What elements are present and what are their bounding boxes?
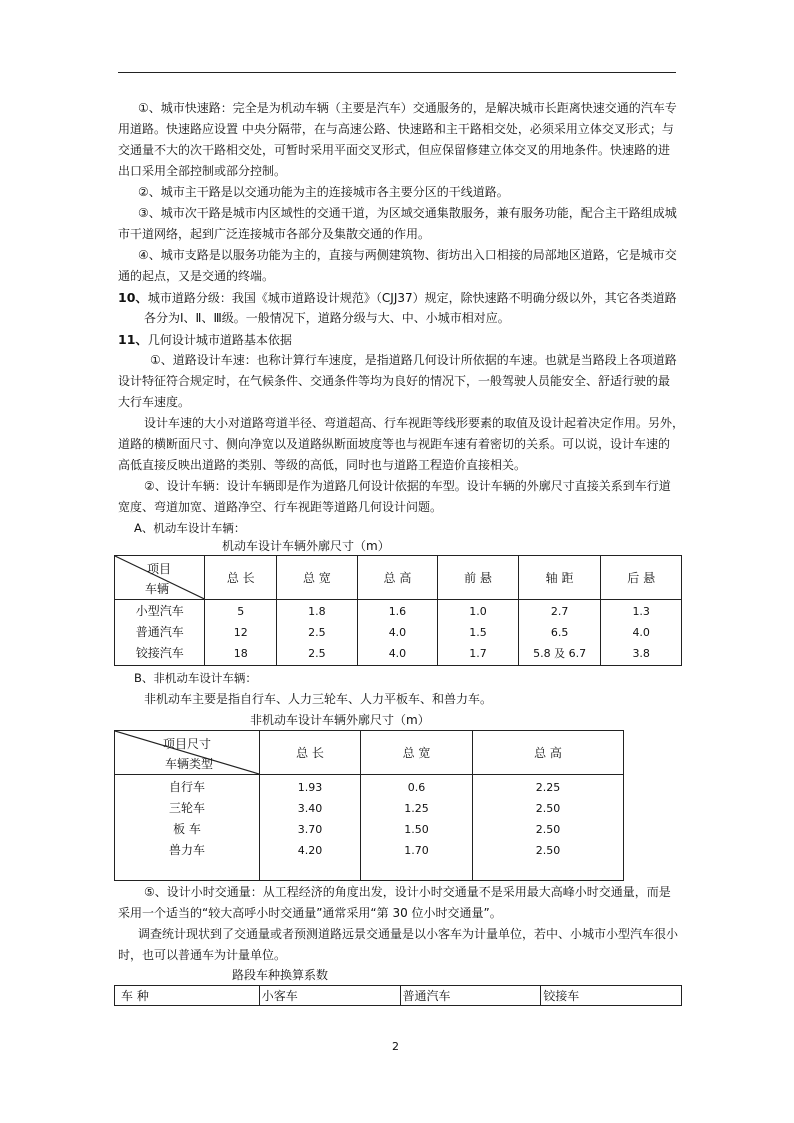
item11-number: 11、 <box>118 332 148 347</box>
design-vehicle-line1: ②、设计车辆：设计车辆即是作为道路几何设计依据的车型。设计车辆的外廓尺寸直接关系到车行道 <box>144 479 671 493</box>
table-cell: 4.0 <box>632 626 650 639</box>
table-row-label: 自行车 <box>168 780 205 794</box>
speed-effect-line1: 设计车速的大小对道路弯道半径、弯道超高、行车视距等线形要素的取值及设计起着决定作用。另外， <box>144 416 685 430</box>
table2-col-width: 总 宽 <box>361 731 473 775</box>
table-cell: 3.40 <box>297 802 323 815</box>
table3-header-regular-car: 普通汽车 <box>400 986 541 1006</box>
para-branch-line1: ④、城市支路是以服务功能为主的，直接与两侧建筑物、街坊出入口相接的局部地区道路，它是城市交 <box>138 248 677 262</box>
speed-effect-line3: 高低直接反映出道路的类别、等级的高低，同时也与道路工程造价直接相关。 <box>118 458 527 472</box>
page-number: 2 <box>392 1040 399 1053</box>
design-hourly-volume-line2: 采用一个适当的“较大高呼小时交通量”通常采用“第 30 位小时交通量”。 <box>118 906 502 920</box>
para-expressway-line2: 用道路。快速路应设置 中央分隔带，在与高速公路、快速路和主干路相交处，必须采用立体交叉形式；与 <box>118 122 674 136</box>
table-cell: 3.8 <box>632 647 650 660</box>
table2-caption: 非机动车设计车辆外廓尺寸（m） <box>250 713 430 727</box>
table-cell: 2.25 <box>535 781 561 794</box>
table-cell: 2.50 <box>535 823 561 836</box>
table-cell: 0.6 <box>407 781 426 794</box>
table-cell: 1.50 <box>404 823 429 836</box>
para-secondary-line2: 市干道网络，起到广泛连接城市各部分及集散交通的作用。 <box>118 227 431 241</box>
table1-wheelbase-values <box>518 600 601 666</box>
table-cell: 2.50 <box>535 844 561 857</box>
table-row-label: 板 车 <box>173 822 201 836</box>
table2-vehicle-names <box>115 775 260 881</box>
table-cell: 4.0 <box>388 626 407 639</box>
table-cell: 1.6 <box>388 605 407 618</box>
table1-width-values <box>277 600 358 666</box>
table-cell: 1.93 <box>297 781 323 794</box>
table1-vehicle-names <box>115 600 205 666</box>
table2-col-length: 总 长 <box>260 731 361 775</box>
section-a-heading: A、机动车设计车辆： <box>134 521 246 535</box>
para-expressway-line3: 交通量不大的次干路相交处，可暂时采用平面交叉形式，但应保留修建立体交叉的用地条件。快速路的进 <box>118 143 671 157</box>
para-arterial: ②、城市主干路是以交通功能为主的连接城市各主要分区的干线道路。 <box>138 185 509 199</box>
table1-diagonal-header <box>115 556 205 600</box>
table1-diag-bottom: 车辆 <box>145 582 170 596</box>
table2-diag-bottom: 车辆类型 <box>165 757 214 771</box>
table-cell: 2.50 <box>535 802 561 815</box>
table-row-label: 兽力车 <box>168 843 205 857</box>
para-branch-line2: 通的起点，又是交通的终端。 <box>118 269 275 283</box>
table2-diag-top: 项目尺寸 <box>163 737 212 751</box>
design-vehicle-line2: 宽度、弯道加宽、道路净空、行车视距等道路几何设计问题。 <box>118 500 443 514</box>
header-rule <box>118 72 676 73</box>
design-hourly-volume-line1: ⑤、设计小时交通量：从工程经济的角度出发，设计小时交通量不是采用最大高峰小时交通量，而是 <box>144 885 671 899</box>
non-motor-vehicle-table <box>114 730 624 881</box>
table-cell: 2.5 <box>308 647 326 660</box>
table2-width-values <box>361 775 473 881</box>
table2-diagonal-header <box>115 731 260 775</box>
table1-col-front-overhang: 前 悬 <box>438 556 519 600</box>
table3-caption: 路段车种换算系数 <box>232 968 329 982</box>
table-cell: 5 <box>237 605 245 618</box>
table1-caption: 机动车设计车辆外廓尺寸（m） <box>222 539 390 553</box>
conversion-factor-table <box>114 985 682 1006</box>
table-cell: 2.5 <box>308 626 326 639</box>
table-cell: 4.0 <box>388 647 407 660</box>
table-cell: 5.8 及 6.7 <box>533 647 587 660</box>
table-cell: 1.0 <box>469 605 487 618</box>
design-speed-line2: 设计特征符合规定时，在气候条件、交通条件等均为良好的情况下，一般驾驶人员能安全、舒适行驶的最 <box>118 374 671 388</box>
table-row-label: 普通汽车 <box>135 625 184 639</box>
section-b-text: 非机动车主要是指自行车、人力三轮车、人力平板车、和兽力车。 <box>144 692 493 706</box>
para-expressway-line1: ①、城市快速路：完全是为机动车辆（主要是汽车）交通服务的，是解决城市长距离快速交通的汽车专 <box>138 101 677 115</box>
table1-length-values <box>205 600 277 666</box>
item10-line2: 各分为Ⅰ、Ⅱ、Ⅲ级。一般情况下，道路分级与大、中、小城市相对应。 <box>144 311 510 325</box>
table2-length-values <box>260 775 361 881</box>
table-cell: 1.25 <box>404 802 429 815</box>
item11-heading <box>118 329 292 351</box>
table-row-label: 小型汽车 <box>135 604 184 618</box>
table-cell: 3.70 <box>297 823 323 836</box>
item11-title: 几何设计城市道路基本依据 <box>147 333 292 347</box>
table-cell: 1.5 <box>469 626 487 639</box>
table1-height-values <box>357 600 438 666</box>
para-secondary-line1: ③、城市次干路是城市内区域性的交通干道，为区域交通集散服务，兼有服务功能，配合主干路组成城 <box>138 206 677 220</box>
table-row-label: 铰接汽车 <box>135 646 184 660</box>
table2-height-values <box>473 775 624 881</box>
table1-col-height: 总 高 <box>357 556 438 600</box>
item10-line1 <box>118 287 677 309</box>
item10-text: 城市道路分级：我国《城市道路设计规范》（CJJ37）规定，除快速路不明确分级以外，其它各类道路 <box>147 291 677 305</box>
survey-line2: 时，也可以普通车为计量单位。 <box>118 948 287 962</box>
design-speed-line3: 大行车速度。 <box>118 395 191 409</box>
survey-line1: 调查统计现状到了交通量或者预测道路远景交通量是以小客车为计量单位，若中、小城市小型汽车很小 <box>138 927 679 941</box>
table1-rear-overhang-values <box>601 600 682 666</box>
table2-col-height: 总 高 <box>473 731 624 775</box>
table3-header-articulated: 铰接车 <box>541 986 682 1006</box>
table-cell: 4.20 <box>297 844 323 857</box>
table3-header-passenger-car: 小客车 <box>259 986 400 1006</box>
table-cell: 1.7 <box>469 647 487 660</box>
design-speed-line1: ①、道路设计车速：也称计算行车速度，是指道路几何设计所依据的车速。也就是当路段上各项道路 <box>150 353 677 367</box>
table-cell: 1.3 <box>632 605 650 618</box>
motor-vehicle-table <box>114 555 682 666</box>
table1-col-wheelbase: 轴 距 <box>518 556 601 600</box>
table-cell: 1.8 <box>308 605 326 618</box>
table1-front-overhang-values <box>438 600 519 666</box>
table1-col-length: 总 长 <box>205 556 277 600</box>
table-cell: 1.70 <box>404 844 429 857</box>
table-row-label: 三轮车 <box>168 801 205 815</box>
table-cell: 6.5 <box>550 626 569 639</box>
table1-col-width: 总 宽 <box>277 556 358 600</box>
table-cell: 2.7 <box>550 605 569 618</box>
section-b-heading: B、非机动车设计车辆： <box>134 671 257 685</box>
table-cell: 18 <box>233 647 248 660</box>
para-expressway-line4: 出口采用全部控制或部分控制。 <box>118 164 287 178</box>
item10-number: 10、 <box>118 290 148 305</box>
table-cell: 12 <box>233 626 248 639</box>
table1-col-rear-overhang: 后 悬 <box>601 556 682 600</box>
table3-header-vehicle-type: 车 种 <box>115 986 260 1006</box>
speed-effect-line2: 道路的横断面尺寸、侧向净宽以及道路纵断面坡度等也与视距车速有着密切的关系。可以说，设计车速的 <box>118 437 671 451</box>
table1-diag-top: 项目 <box>147 562 172 576</box>
